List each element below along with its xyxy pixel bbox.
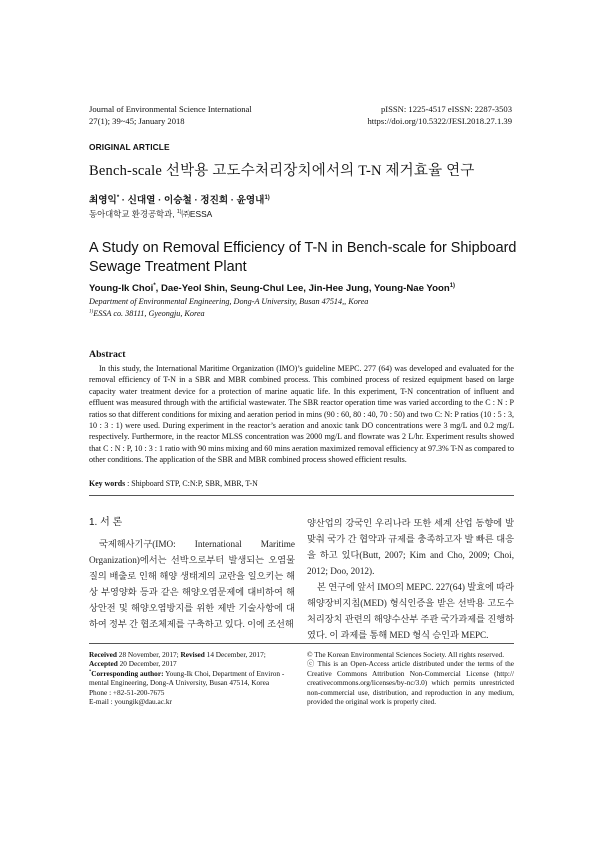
korean-affiliation xyxy=(89,208,212,220)
korean-authors xyxy=(89,192,270,206)
body-column-left xyxy=(89,513,295,632)
journal-header-left xyxy=(89,104,252,127)
volume-info: 27(1); 39~45; January 2018 xyxy=(89,115,185,126)
abstract-divider xyxy=(89,495,514,496)
keywords xyxy=(89,479,258,488)
affiliation-1: Department of Environmental Engineering, Dong-A University, Busan 47514,, Korea xyxy=(89,297,369,306)
affiliation-mark: 1) xyxy=(89,308,94,315)
article-type-label: ORIGINAL ARTICLE xyxy=(89,142,170,152)
keywords-value: : Shipboard STP, C:N:P, SBR, MBR, T-N xyxy=(125,479,258,488)
affiliation-mark: 1) xyxy=(449,282,455,289)
author-1: 최영익 xyxy=(89,195,117,206)
korean-title: Bench-scale 선박용 고도수처리장치에서의 T-N 제거효율 연구 xyxy=(89,163,475,179)
english-authors xyxy=(89,283,455,294)
keywords-label: Key words xyxy=(89,479,126,488)
affiliation-main: 동아대학교 환경공학과, xyxy=(89,209,177,219)
abstract-text: In this study, the International Maritime Organization (IMO)’s guideline MEPC. 277 (64) was developed and evaluated for the removal efficiency of T-N in a SBR and MBR combined process. This combined process of resized equipment based on large capacity water treatment device for a protection of marine aquatic life. In this experiment, T-N concentration of influent and effluent was measured through with the artificial wastewater. The SBR reactor operation time was varied according to the C : N : P ratios so that different conditions for mixing and aeration period in mins (90 : 60, 80 : 40, 70 : 50) and two C: N: P ratios (10 : 5 : 3, 10 : 3 : 1) were used. During experiment in the reactor’s aeration and anoxic tank DO concentrations were 3 mg/L and 0.2 mg/L respectively. Furthermore, in the reactor MLSS concentration was 2000 mg/L and flowrate was 2 L/hr. Experiment results showed that C : N : P, 10 : 3 : 1 ratio with 90 mins mixing and 60 mins aeration maximized removal efficiency at 97.3% T-N as compared to other conditions. The application of the SBR and MBR combined process showed efficient results. xyxy=(89,364,514,465)
author-1: Young-Ik Choi xyxy=(89,283,154,294)
corresponding-author: *Corresponding author: Young-Ik Choi, Department of Environ -mental Engineering, Dong-A University, Busan 47514, Korea xyxy=(89,668,285,688)
english-affiliation xyxy=(89,296,368,320)
affiliation-2: $^{1)}$ESSA co. 38111, Gyeongju, Korea xyxy=(89,308,205,318)
license-text: ⓒ This is an Open-Access article distributed under the terms of the Creative Commons Attribution Non-Commercial License (http:// creativecommons.org/licenses/by-nc/3.0) which permits unrestricted non-commercial use, distribution, and reproduction in any medium, provided the original work is properly cited. xyxy=(307,659,514,707)
journal-header-right xyxy=(367,104,512,127)
article-history: Received 28 November, 2017; Revised 14 December, 2017; Accepted 20 December, 2017 *Corresponding author: Young-Ik Choi, Department of Environ -mental Engineering, Dong-A University, Busan 47514, Korea Phone : +82-51-200-7675 E-mail : youngik@dau.ac.kr xyxy=(89,650,294,706)
footnote-divider xyxy=(89,643,514,644)
email: E-mail : youngik@dau.ac.kr xyxy=(89,697,172,707)
copyright: © The Korean Environmental Sciences Society. All rights reserved. xyxy=(307,650,505,659)
other-authors: , Dae-Yeol Shin, Seung-Chul Lee, Jin-Hee Jung, Young-Nae Yoon xyxy=(155,283,450,294)
english-title: A Study on Removal Efficiency of T-N in Bench-scale for Shipboard Sewage Treatment Plant xyxy=(89,240,517,275)
corresponding-mark: * xyxy=(116,194,120,201)
other-authors: · 신대열 · 이승철 · 정진희 · 윤영내 xyxy=(119,195,265,206)
body-paragraph: 양산업의 강국인 우리나라 또한 세계 산업 동향에 발맞춰 국가 간 협약과 규제를 충족하고자 발 빠른 대응을 하고 있다(Butt, 2007; Kim and Cho, 2009; Choi, 2012; Doo, 2012). xyxy=(307,518,514,576)
issn: pISSN: 1225-4517 eISSN: 2287-3503 xyxy=(380,104,512,114)
journal-name: Journal of Environmental Science International xyxy=(89,104,252,114)
body-paragraph: 국제해사기구(IMO: International Maritime Organization)에서는 선박으로부터 발생되는 오염물질의 배출로 인해 해양 생태계의 교란을 일으키는 해상 부영양화 등과 같은 해양오염문제에 대비하여 해상안전 및 해양오염방지를 위한 제반 기술사항에 대하여 정부 간 협조체제를 구축하고 있다. 이에 조선해 xyxy=(89,539,295,629)
section-title: 1. 서 론 xyxy=(89,517,123,528)
affiliation-company: ㈜ESSA xyxy=(181,209,213,219)
affiliation-mark: 1) xyxy=(176,209,182,216)
body-paragraph: 본 연구에 앞서 IMO의 MEPC. 227(64) 발효에 따라 해양장비지침(MED) 형식인증을 받은 선박용 고도수처리장치 관련의 해양수산부 주관 국가과제를 진행하였다. 이 과제를 통해 MED 형식 승인과 MEPC. xyxy=(307,582,514,640)
corresponding-mark: * xyxy=(153,282,156,289)
doi: https://doi.org/10.5322/JESI.2018.27.1.39 xyxy=(367,115,512,126)
body-column-right xyxy=(307,515,514,643)
license-notice xyxy=(307,650,514,706)
phone: Phone : +82-51-200-7675 xyxy=(89,687,165,697)
abstract-heading: Abstract xyxy=(89,349,126,360)
affiliation-mark: 1) xyxy=(264,194,270,201)
